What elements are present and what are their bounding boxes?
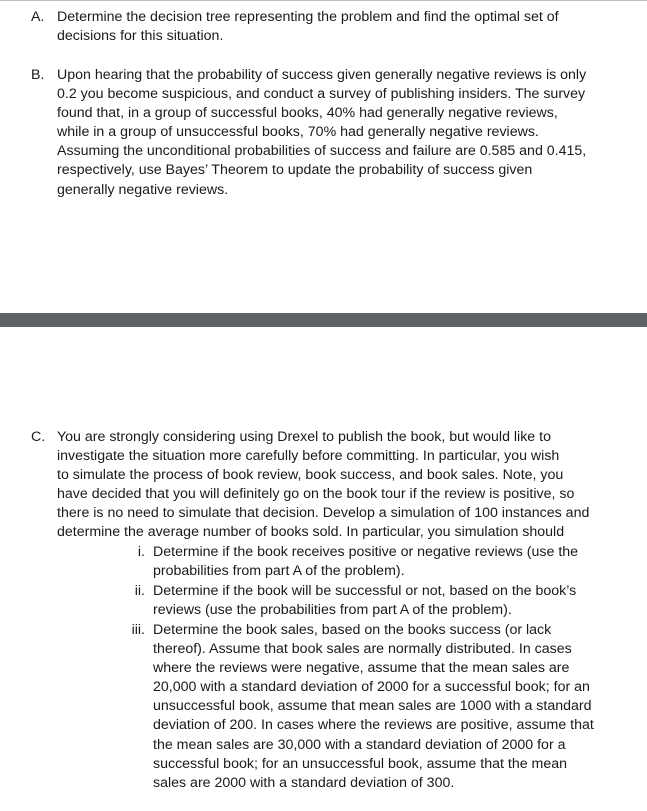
- subitem-line: deviation of 200. In cases where the reviews are positive, assume that: [153, 717, 594, 734]
- question-c-line: there is no need to simulate that decision. Develop a simulation of 100 instances and: [57, 505, 590, 522]
- subitem-line: sales are 2000 with a standard deviation of 300.: [153, 774, 455, 791]
- question-b-line: while in a group of unsuccessful books, 70% had generally negative reviews.: [57, 124, 539, 141]
- question-c-line: investigate the situation more carefully before committing. In particular, you wish: [57, 448, 560, 465]
- subitem-text: [153, 543, 633, 581]
- question-c-line: You are strongly considering using Drexel to publish the book, but would like to: [57, 429, 551, 445]
- subitem-line: successful book; for an unsuccessful book, assume that the mean: [153, 755, 568, 772]
- subitem-text: [153, 582, 633, 620]
- question-b-line: found that, in a group of successful books, 40% had generally negative reviews,: [57, 105, 558, 122]
- subitem-line: Determine if the book receives positive or negative reviews (use the: [153, 544, 579, 560]
- question-b-line: respectively, use Bayes’ Theorem to update the probability of success given: [57, 162, 533, 179]
- question-b-line: Upon hearing that the probability of success given generally negative reviews is only: [57, 67, 587, 83]
- question-c-line: have decided that you will definitely go on the book tour if the review is positive, so: [57, 486, 575, 503]
- subitem-line: 20,000 with a standard deviation of 2000 for a successful book; for an: [153, 679, 590, 696]
- question-a-label: A.: [31, 9, 45, 25]
- question-a-text: [57, 8, 632, 46]
- subitem-line: reviews (use the probabilities from part A of the problem).: [153, 602, 512, 619]
- subitem-text: [153, 621, 633, 793]
- question-a-line: decisions for this situation.: [57, 28, 224, 45]
- subitem-line: the mean sales are 30,000 with a standard deviation of 2000 for a: [153, 736, 566, 753]
- subitem-line: unsuccessful book, assume that mean sales are 1000 with a standard: [153, 698, 592, 715]
- question-b-line: Assuming the unconditional probabilities of success and failure are 0.585 and 0.415,: [57, 143, 587, 160]
- question-a-line: Determine the decision tree representing the problem and find the optimal set of: [57, 9, 559, 25]
- subitem-number: i.: [137, 544, 145, 560]
- subitem-line: thereof). Assume that book sales are normally distributed. In cases: [153, 641, 572, 658]
- page-break-bar: [0, 313, 647, 327]
- subitem-number: ii.: [134, 583, 145, 599]
- question-c-text: [57, 428, 632, 543]
- subitem-line: Determine if the book will be successful or not, based on the book’s: [153, 583, 577, 599]
- question-c-label: C.: [31, 429, 46, 445]
- question-c-line: to simulate the process of book review, book success, and book sales. Note, you: [57, 467, 564, 484]
- subitem-line: probabilities from part A of the problem).: [153, 563, 405, 580]
- question-c-line: determine the average number of books sold. In particular, you simulation should: [57, 524, 565, 541]
- question-b-line: 0.2 you become suspicious, and conduct a survey of publishing insiders. The survey: [57, 86, 586, 103]
- question-b-label: B.: [31, 67, 45, 83]
- top-edge-divider: [0, 0, 647, 1]
- subitem-number: iii.: [131, 622, 145, 638]
- question-b-line: generally negative reviews.: [57, 181, 229, 198]
- question-b-text: [57, 66, 632, 200]
- subitem-line: Determine the book sales, based on the books success (or lack: [153, 622, 552, 638]
- subitem-line: where the reviews were negative, assume that the mean sales are: [153, 660, 570, 677]
